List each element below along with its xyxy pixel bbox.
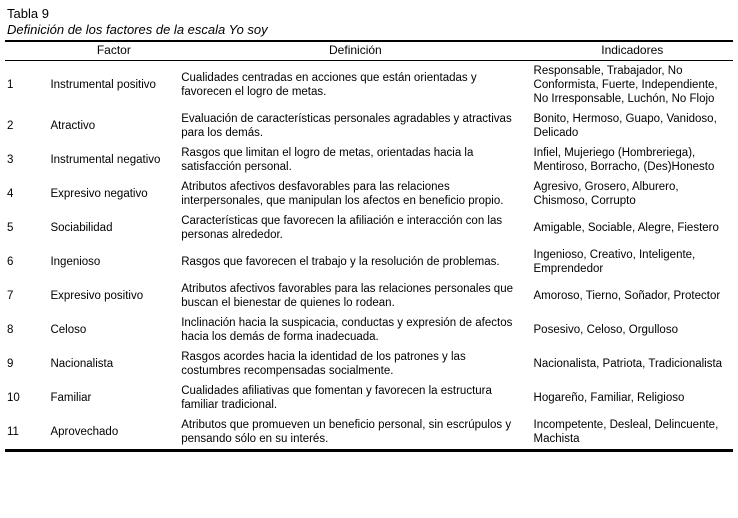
table-row xyxy=(5,211,733,245)
factors-table xyxy=(5,40,733,452)
definition-cell: Rasgos acordes hacia la identidad de los patrones y las costumbres recompensadas socialmente. xyxy=(181,350,466,377)
definition-cell: Evaluación de características personales agradables y atractivas para los demás. xyxy=(181,112,512,139)
row-number-cell: 7 xyxy=(7,289,14,302)
definition-cell: Características que favorecen la afiliación e interacción con las personas alrededor. xyxy=(181,214,503,241)
row-number-cell: 10 xyxy=(7,391,20,404)
table-row xyxy=(5,177,733,211)
row-number-cell: 1 xyxy=(7,78,14,91)
indicators-cell: Responsable, Trabajador, No Conformista, Fuerte, Independiente, No Irresponsable, Luchón, No Flojo xyxy=(533,64,718,105)
definition-cell: Cualidades afiliativas que fomentan y favorecen la estructura familiar tradicional. xyxy=(181,384,492,411)
table-row xyxy=(5,60,733,109)
indicators-cell: Incompetente, Desleal, Delincuente, Machista xyxy=(533,418,719,445)
factor-cell: Instrumental positivo xyxy=(50,78,156,91)
column-header-indicators: Indicadores xyxy=(532,41,733,60)
column-header-factor: Factor xyxy=(48,41,179,60)
table-title: Tabla 9 xyxy=(7,6,49,21)
row-number-cell: 2 xyxy=(7,119,14,132)
table-row xyxy=(5,381,733,415)
table-header-row xyxy=(5,41,733,60)
factor-cell: Sociabilidad xyxy=(50,221,113,234)
definition-cell: Rasgos que favorecen el trabajo y la resolución de problemas. xyxy=(181,255,500,268)
indicators-cell: Amoroso, Tierno, Soñador, Protector xyxy=(533,289,721,302)
definition-cell: Rasgos que limitan el logro de metas, orientadas hacia la satisfacción personal. xyxy=(181,146,474,173)
definition-cell: Inclinación hacia la suspicacia, conductas y expresión de afectos hacia los demás de forma inadecuada. xyxy=(181,316,513,343)
table-subtitle: Definición de los factores de la escala Yo soy xyxy=(7,22,268,37)
factor-cell: Celoso xyxy=(50,323,87,336)
definition-cell: Cualidades centradas en acciones que están orientadas y favorecen el logro de metas. xyxy=(181,71,477,98)
indicators-cell: Amigable, Sociable, Alegre, Fiestero xyxy=(533,221,719,234)
table-row xyxy=(5,109,733,143)
table-row xyxy=(5,347,733,381)
table-header xyxy=(5,41,733,60)
definition-cell: Atributos afectivos favorables para las relaciones personales que buscan el bienestar de quienes lo rodean. xyxy=(181,282,513,309)
factor-cell: Aprovechado xyxy=(50,425,119,438)
row-number-cell: 5 xyxy=(7,221,14,234)
table-row xyxy=(5,415,733,451)
column-header-number xyxy=(5,41,48,60)
indicators-cell: Hogareño, Familiar, Religioso xyxy=(533,391,685,404)
indicators-cell: Nacionalista, Patriota, Tradicionalista xyxy=(533,357,723,370)
factor-cell: Expresivo positivo xyxy=(50,289,144,302)
factor-cell: Atractivo xyxy=(50,119,96,132)
indicators-cell: Bonito, Hermoso, Guapo, Vanidoso, Delicado xyxy=(533,112,717,139)
factor-cell: Familiar xyxy=(50,391,92,404)
indicators-cell: Ingenioso, Creativo, Inteligente, Emprendedor xyxy=(533,248,696,275)
row-number-cell: 8 xyxy=(7,323,14,336)
definition-cell: Atributos afectivos desfavorables para las relaciones interpersonales, que manipulan los afectos en beneficio propio. xyxy=(181,180,504,207)
indicators-cell: Infiel, Mujeriego (Hombreriega), Mentiroso, Borracho, (Des)Honesto xyxy=(533,146,715,173)
factor-cell: Nacionalista xyxy=(50,357,114,370)
table-row xyxy=(5,279,733,313)
row-number-cell: 3 xyxy=(7,153,14,166)
table-row xyxy=(5,245,733,279)
factor-cell: Instrumental negativo xyxy=(50,153,161,166)
row-number-cell: 9 xyxy=(7,357,14,370)
row-number-cell: 6 xyxy=(7,255,14,268)
row-number-cell: 11 xyxy=(7,425,19,438)
definition-cell: Atributos que promueven un beneficio personal, sin escrúpulos y pensando sólo en su interés. xyxy=(181,418,512,445)
indicators-cell: Agresivo, Grosero, Alburero, Chismoso, Corrupto xyxy=(533,180,679,207)
row-number-cell: 4 xyxy=(7,187,14,200)
indicators-cell: Posesivo, Celoso, Orgulloso xyxy=(533,323,678,336)
table-body xyxy=(5,60,733,450)
table-row xyxy=(5,143,733,177)
table-row xyxy=(5,313,733,347)
factor-cell: Ingenioso xyxy=(50,255,101,268)
factor-cell: Expresivo negativo xyxy=(50,187,148,200)
column-header-definition: Definición xyxy=(179,41,531,60)
